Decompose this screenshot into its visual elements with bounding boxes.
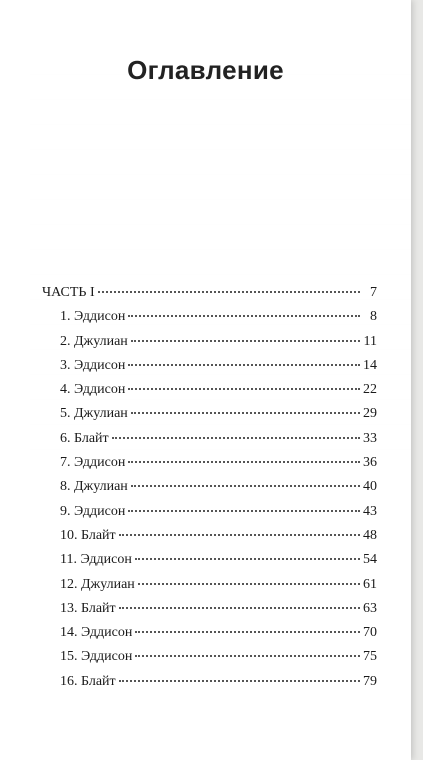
toc-page-number: 8 (370, 309, 377, 325)
toc-entry-title: 3. Эддисон (60, 357, 126, 373)
dot-leader (135, 655, 360, 657)
dot-leader (131, 340, 360, 342)
dot-leader (128, 315, 360, 317)
dot-leader (135, 558, 360, 560)
dot-leader (119, 607, 360, 609)
toc-entry-title: 12. Джулиан (60, 576, 135, 592)
toc-entry-title: 16. Блайт (60, 673, 116, 689)
toc-entry-title: 7. Эддисон (60, 455, 126, 471)
toc-chapter-entry (0, 552, 411, 576)
toc-page-number: 79 (363, 673, 377, 689)
toc-chapter-entry (0, 358, 411, 382)
toc-page-number: 63 (363, 600, 377, 616)
toc-entry-title: 5. Джулиан (60, 406, 128, 422)
dot-leader (112, 437, 360, 439)
toc-entry-title: 8. Джулиан (60, 479, 128, 495)
dot-leader (128, 364, 360, 366)
toc-chapter-entry (0, 649, 411, 673)
toc-page-number: 54 (363, 552, 377, 568)
toc-chapter-entry (0, 382, 411, 406)
toc-part-entry (0, 285, 411, 309)
toc-entry-title: ЧАСТЬ I (42, 285, 95, 300)
dot-leader (119, 534, 360, 536)
toc-entry-title: 13. Блайт (60, 600, 116, 616)
toc-page-number: 14 (363, 357, 377, 373)
toc-chapter-entry (0, 601, 411, 625)
toc-chapter-entry (0, 674, 411, 698)
dot-leader (128, 388, 360, 390)
table-of-contents (0, 285, 411, 698)
toc-entry-title: 11. Эддисон (60, 552, 132, 568)
toc-chapter-entry (0, 406, 411, 430)
toc-entry-title: 15. Эддисон (60, 649, 133, 665)
dot-leader (135, 631, 360, 633)
toc-entry-title: 10. Блайт (60, 527, 116, 543)
toc-entry-title: 6. Блайт (60, 430, 109, 446)
toc-page-number: 70 (363, 625, 377, 641)
toc-chapter-entry (0, 577, 411, 601)
toc-page-number: 75 (363, 649, 377, 665)
toc-page-number: 61 (363, 576, 377, 592)
toc-page-number: 40 (363, 479, 377, 495)
toc-page-number: 43 (363, 503, 377, 519)
toc-entry-title: 1. Эддисон (60, 309, 126, 325)
toc-entry-title: 14. Эддисон (60, 625, 133, 641)
toc-page-number: 11 (363, 333, 377, 349)
dot-leader (128, 510, 360, 512)
toc-page-number: 48 (363, 527, 377, 543)
toc-chapter-entry (0, 504, 411, 528)
dot-leader (138, 583, 360, 585)
toc-chapter-entry (0, 431, 411, 455)
dot-leader (131, 485, 360, 487)
dot-leader (128, 461, 360, 463)
toc-chapter-entry (0, 625, 411, 649)
toc-page-number: 7 (370, 285, 377, 300)
toc-chapter-entry (0, 479, 411, 503)
toc-page-number: 29 (363, 406, 377, 422)
toc-page-number: 22 (363, 382, 377, 398)
toc-entry-title: 4. Эддисон (60, 382, 126, 398)
toc-entry-title: 9. Эддисон (60, 503, 126, 519)
toc-page-number: 36 (363, 455, 377, 471)
toc-chapter-entry (0, 334, 411, 358)
page-title: Оглавление (127, 55, 284, 86)
toc-page-number: 33 (363, 430, 377, 446)
dot-leader (119, 680, 360, 682)
dot-leader (131, 412, 360, 414)
toc-entry-title: 2. Джулиан (60, 333, 128, 349)
toc-chapter-entry (0, 309, 411, 333)
toc-chapter-entry (0, 528, 411, 552)
dot-leader (98, 291, 360, 293)
toc-chapter-entry (0, 455, 411, 479)
